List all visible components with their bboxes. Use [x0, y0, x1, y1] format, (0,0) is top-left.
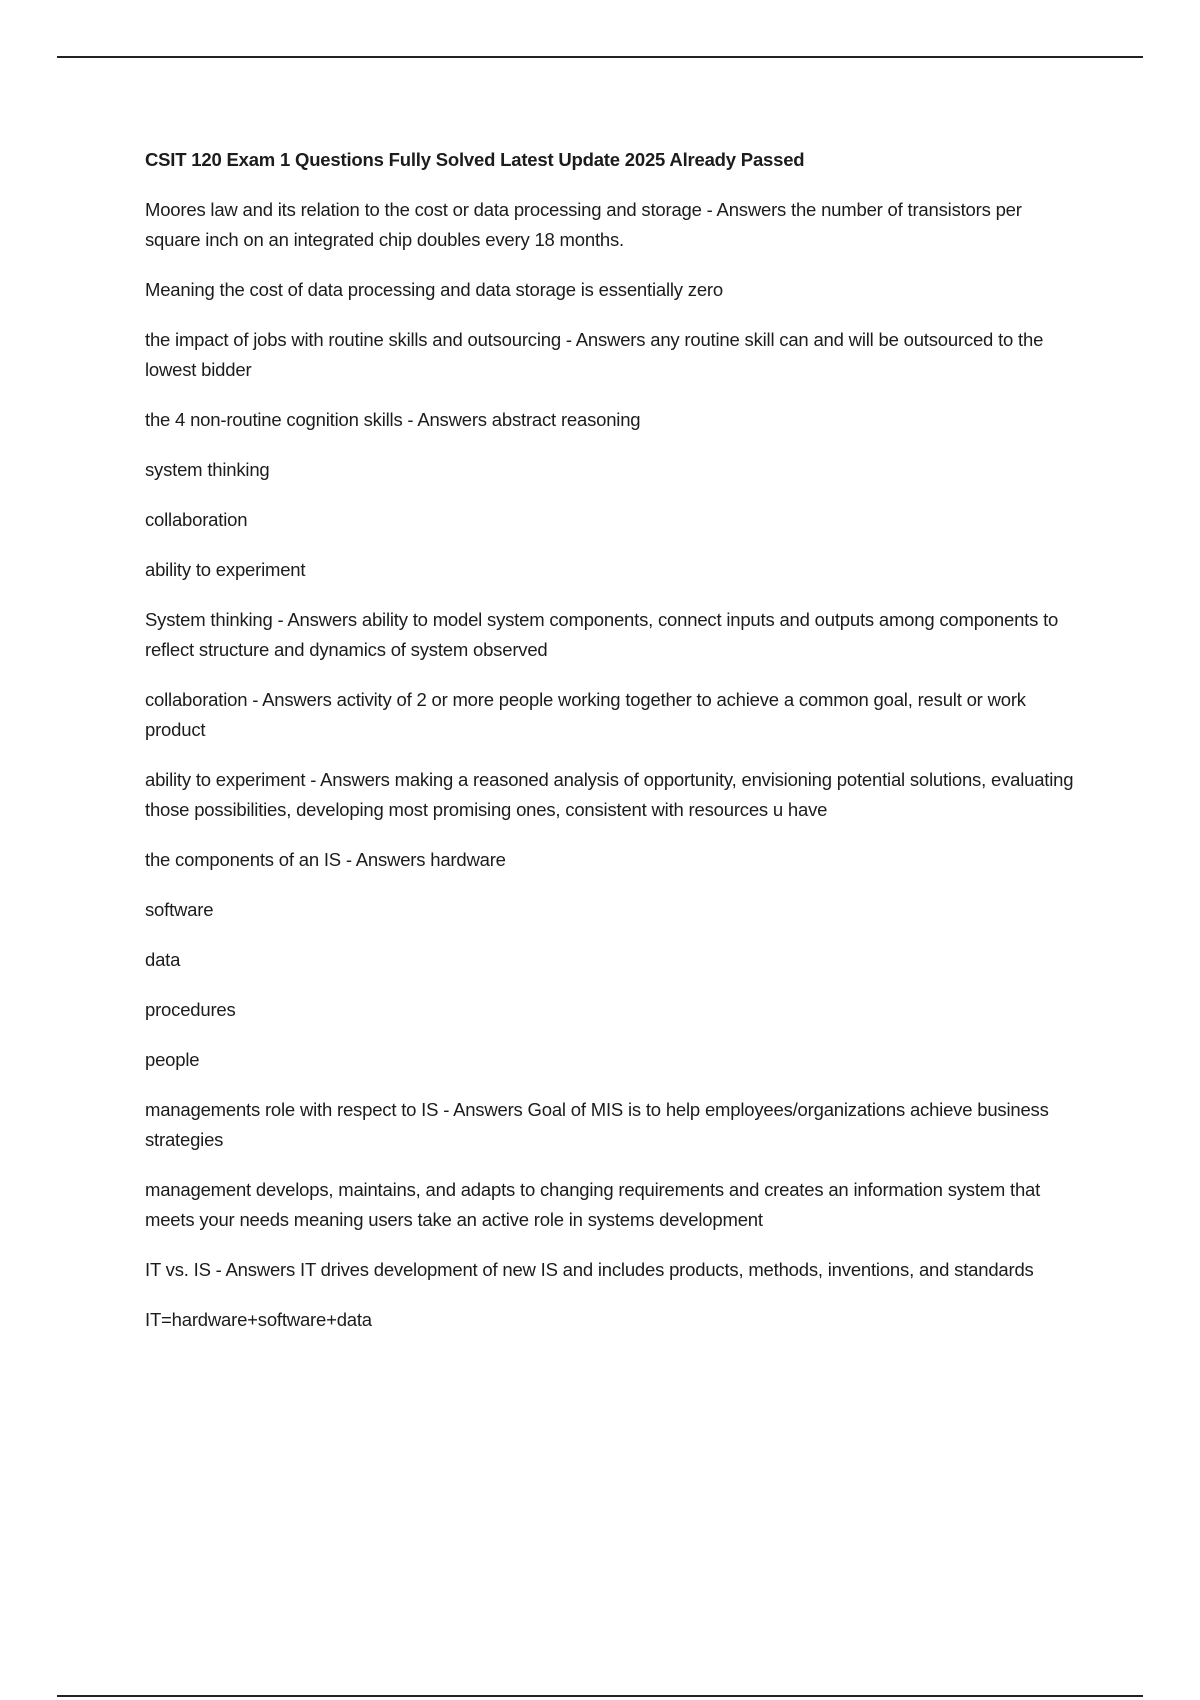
paragraph: collaboration — [145, 509, 248, 530]
paragraph: management develops, maintains, and adapts to changing requirements and creates an information system that meets your needs meaning users take an active role in systems development — [145, 1179, 1041, 1230]
document-title: CSIT 120 Exam 1 Questions Fully Solved Latest Update 2025 Already Passed — [145, 149, 805, 170]
paragraph: ability to experiment - Answers making a reasoned analysis of opportunity, envisioning potential solutions, evaluating those possibilities, developing most promising ones, consistent with resources u have — [145, 769, 1074, 820]
header-rule — [57, 56, 1143, 58]
document-body — [145, 145, 1075, 1355]
paragraph: managements role with respect to IS - Answers Goal of MIS is to help employees/organizations achieve business strategies — [145, 1099, 1049, 1150]
paragraph: software — [145, 899, 214, 920]
paragraph: IT=hardware+software+data — [145, 1309, 372, 1330]
footer-rule — [57, 1695, 1143, 1697]
paragraph: the impact of jobs with routine skills and outsourcing - Answers any routine skill can and will be outsourced to the lowest bidder — [145, 329, 1044, 380]
paragraph: Moores law and its relation to the cost or data processing and storage - Answers the number of transistors per square inch on an integrated chip doubles every 18 months. — [145, 199, 1022, 250]
paragraph: the 4 non-routine cognition skills - Answers abstract reasoning — [145, 409, 641, 430]
paragraph: System thinking - Answers ability to model system components, connect inputs and outputs among components to reflect structure and dynamics of system observed — [145, 609, 1059, 660]
paragraph: the components of an IS - Answers hardware — [145, 849, 506, 870]
paragraph: Meaning the cost of data processing and data storage is essentially zero — [145, 279, 723, 300]
paragraph: people — [145, 1049, 200, 1070]
paragraph: collaboration - Answers activity of 2 or more people working together to achieve a common goal, result or work product — [145, 689, 1026, 740]
paragraph: data — [145, 949, 181, 970]
paragraph: IT vs. IS - Answers IT drives development of new IS and includes products, methods, inventions, and standards — [145, 1259, 1034, 1280]
paragraph: procedures — [145, 999, 236, 1020]
paragraph: system thinking — [145, 459, 270, 480]
paragraph: ability to experiment — [145, 559, 306, 580]
